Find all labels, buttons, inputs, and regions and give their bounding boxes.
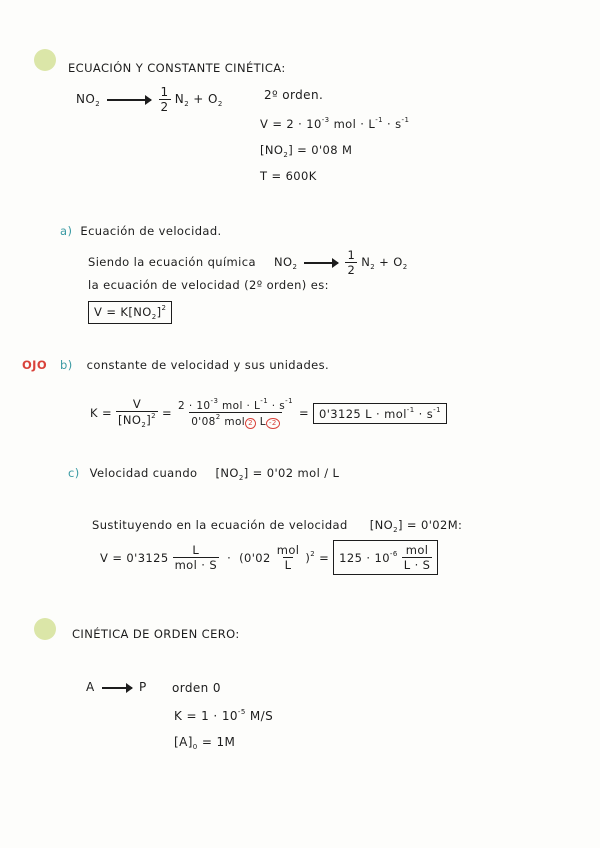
text-span: 2 — [141, 421, 147, 429]
text-span: 2 — [370, 263, 376, 271]
initial-concentration — [174, 735, 235, 751]
text-span: L — [255, 416, 266, 428]
text-span: c) — [68, 466, 80, 480]
text-span: 2 — [151, 412, 156, 420]
text-span: 2 — [292, 263, 298, 271]
section-bullet-2 — [34, 618, 56, 640]
section-2-title: CINÉTICA DE ORDEN CERO: — [72, 627, 240, 641]
exponent-circle: -2 — [266, 418, 280, 429]
concentration-value — [260, 143, 352, 159]
substitution-line — [92, 518, 462, 534]
text-span: -1 — [401, 116, 410, 124]
text-span: · — [227, 550, 232, 565]
text-span: 0 — [192, 743, 198, 751]
text-span: -1 — [433, 405, 441, 414]
text-span: 125 · 10 — [339, 551, 390, 565]
text-span: ] = 0'02 mol / L — [243, 466, 340, 480]
text-span: ] — [156, 305, 162, 319]
text-span: Velocidad cuando — [89, 466, 198, 480]
text-span: -3 — [321, 116, 330, 124]
text-span: K = 1 · 10 — [174, 709, 238, 723]
text-span: K = — [90, 406, 113, 420]
text-span: 2 — [347, 263, 356, 277]
text-span: ] = 0'08 M — [288, 143, 353, 157]
rate-constant-calc — [90, 397, 447, 429]
rate-law-box — [88, 301, 172, 324]
text-span: b) — [60, 358, 73, 372]
text-span: V — [132, 397, 142, 411]
text-span: = — [162, 406, 173, 420]
text-span: + — [193, 92, 204, 106]
text-span: + — [379, 255, 390, 269]
zero-order-k — [174, 708, 273, 723]
text-span: constante de velocidad y sus unidades. — [86, 358, 330, 372]
rate-constant-result — [313, 403, 447, 424]
text-span: = — [298, 406, 309, 420]
velocity-calc — [100, 540, 438, 575]
text-span: 1 — [347, 248, 356, 262]
text-span: a) — [60, 224, 73, 238]
part-a-line2: la ecuación de velocidad (2º orden) es: — [88, 278, 329, 292]
text-span: 2 — [217, 100, 223, 108]
text-span: O — [393, 255, 403, 269]
text-span: [A] — [174, 735, 193, 749]
section-1-title: ECUACIÓN Y CONSTANTE CINÉTICA: — [68, 61, 286, 75]
text-span: 2 — [238, 474, 244, 482]
coefficient-fraction — [159, 85, 171, 114]
velocity-value — [260, 116, 409, 131]
reaction-arrow-icon — [304, 262, 338, 264]
reactant: NO — [76, 92, 96, 106]
text-span: 2 — [160, 100, 169, 114]
temperature-value: T = 600K — [260, 169, 317, 183]
text-span: -1 — [375, 116, 383, 124]
text-span: [NO — [369, 518, 394, 532]
warning-note: OJO — [22, 358, 48, 372]
text-span: 2 — [402, 263, 408, 271]
exponent-circle: 2 — [245, 418, 256, 429]
text-span: -6 — [389, 550, 398, 558]
text-span: ) — [305, 551, 311, 565]
text-span: -5 — [237, 708, 246, 716]
text-span: Sustituyendo en la ecuación de velocidad — [92, 518, 348, 532]
text-span: N — [361, 255, 371, 269]
text-span: V = K[NO — [94, 305, 152, 319]
part-a-heading — [60, 224, 222, 238]
text-span: 0'08 — [191, 416, 216, 428]
text-span: [NO — [260, 143, 284, 157]
text-span: 2 — [151, 313, 157, 321]
text-span: A — [86, 680, 95, 694]
text-span: 2 — [215, 413, 221, 421]
text-span: ] — [146, 413, 152, 427]
text-span: 2 — [184, 100, 190, 108]
text-span: 2 — [393, 526, 398, 534]
text-span: Siendo la ecuación química — [88, 255, 256, 269]
text-span: mol — [405, 543, 429, 557]
text-span: 2 — [95, 100, 101, 108]
text-span: mol — [276, 543, 300, 557]
section-bullet-1 — [34, 49, 56, 71]
text-span: 2 — [283, 151, 289, 159]
part-c-heading — [68, 466, 339, 482]
velocity-result — [333, 540, 438, 575]
text-span: N — [174, 92, 185, 106]
text-span: = 1M — [197, 735, 236, 749]
reaction-equation — [76, 85, 223, 114]
text-span: · s — [414, 406, 434, 421]
text-span: -1 — [406, 405, 415, 414]
text-span: P — [139, 680, 147, 694]
text-span: 0'3125 L · mol — [318, 406, 407, 421]
text-span: M/S — [245, 709, 274, 723]
text-span: V = 2 · 10 — [260, 117, 322, 131]
text-span: mol — [220, 416, 246, 428]
reaction-arrow-icon — [102, 687, 132, 689]
text-span: mol · L — [218, 400, 261, 412]
text-span: [NO — [118, 413, 142, 427]
text-span: · s — [382, 117, 402, 131]
part-a-line1 — [88, 248, 408, 277]
text-span: L — [284, 558, 292, 572]
reaction-arrow-icon — [107, 99, 151, 101]
order-label: 2º orden. — [264, 88, 324, 102]
text-span: NO — [274, 255, 293, 269]
zero-order-reaction — [86, 680, 147, 694]
text-span: = — [319, 550, 330, 565]
text-span: (0'02 — [239, 550, 271, 565]
text-span: -3 — [210, 397, 219, 405]
text-span: O — [207, 92, 218, 106]
part-b-heading — [60, 358, 329, 372]
text-span: [NO — [215, 466, 239, 480]
text-span: -1 — [285, 397, 293, 405]
text-span: mol · S — [174, 558, 218, 572]
text-span: ] = 0'02M: — [397, 518, 463, 532]
text-span: V = 0'3125 — [100, 550, 169, 565]
text-span: mol · L — [329, 117, 376, 131]
text-span: 1 — [160, 85, 169, 99]
text-span: 2 — [161, 304, 167, 312]
text-span: 2 · 10 — [178, 400, 211, 412]
text-span: 2 — [310, 550, 316, 558]
text-span: · s — [268, 400, 286, 412]
text-span: Ecuación de velocidad. — [80, 224, 222, 238]
zero-order-label: orden 0 — [172, 681, 221, 695]
text-span: -1 — [260, 397, 269, 405]
text-span: L — [192, 543, 200, 557]
text-span: L · S — [403, 558, 431, 572]
